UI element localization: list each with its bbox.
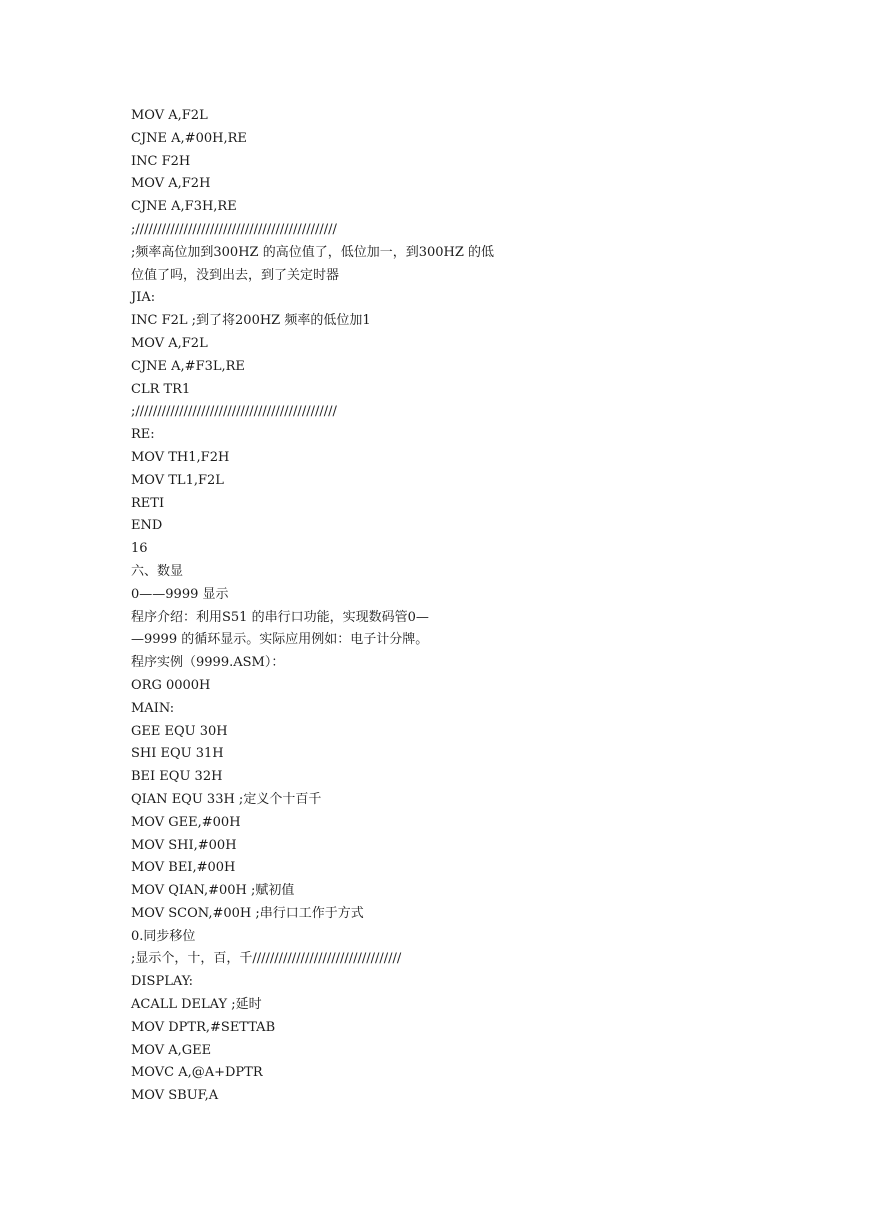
text-line: 位值了吗，没到出去，到了关定时器 (131, 267, 340, 283)
text-line: SHI EQU 31H (131, 746, 224, 762)
text-line: MOV GEE,#00H (131, 814, 241, 830)
text-line: BEI EQU 32H (131, 769, 223, 785)
text-line: 0——9999 显示 (131, 586, 229, 602)
text-line: CJNE A,F3H,RE (131, 199, 237, 215)
text-line: —9999 的循环显示。实际应用例如：电子计分牌。 (131, 632, 429, 648)
text-line: INC F2L ;到了将200HZ 频率的低位加1 (131, 313, 371, 329)
text-line: ORG 0000H (131, 677, 211, 693)
text-line: END (131, 518, 163, 534)
text-line: ;频率高位加到300HZ 的高位值了，低位加一，到300HZ 的低 (131, 244, 495, 260)
text-line: MOV A,GEE (131, 1042, 212, 1058)
text-line: 程序实例（9999.ASM）： (131, 655, 285, 671)
text-line: MOV A,F2L (131, 108, 208, 123)
text-line: QIAN EQU 33H ;定义个十百千 (131, 791, 322, 807)
text-line: MOV DPTR,#SETTAB (131, 1019, 276, 1035)
text-line: CJNE A,#F3L,RE (131, 358, 245, 374)
text-line: RETI (131, 495, 165, 511)
text-line: CLR TR1 (131, 381, 191, 397)
text-line: ;////////////////////////////////////////////// (131, 404, 337, 420)
text-line: ;显示个，十，百，千////////////////////////////////// (131, 951, 402, 967)
text-line: MOV SHI,#00H (131, 837, 237, 853)
text-line: 程序介绍：利用S51 的串行口功能，实现数码管0— (131, 609, 429, 625)
text-line: MOV QIAN,#00H ;赋初值 (131, 883, 295, 899)
text-line: GEE EQU 30H (131, 723, 228, 739)
text-line: 16 (131, 541, 148, 557)
text-line: MOV TL1,F2L (131, 472, 224, 488)
text-line: MAIN: (131, 700, 175, 716)
text-line: DISPLAY: (131, 974, 194, 990)
document-body (131, 105, 771, 1108)
text-line: MOV BEI,#00H (131, 860, 236, 876)
text-line: MOV A,F2H (131, 176, 211, 192)
text-line: CJNE A,#00H,RE (131, 130, 247, 146)
text-line: JIA: (131, 290, 156, 306)
text-line: 六、数显 (131, 563, 184, 579)
text-line: 0.同步移位 (131, 928, 196, 944)
text-line: ACALL DELAY ;延时 (131, 997, 262, 1013)
text-line: MOV TH1,F2H (131, 449, 230, 465)
text-line: ;////////////////////////////////////////////// (131, 221, 337, 237)
text-line: RE: (131, 427, 155, 443)
text-line: MOVC A,@A+DPTR (131, 1065, 263, 1081)
text-line: MOV A,F2L (131, 335, 208, 351)
text-line: INC F2H (131, 153, 191, 169)
text-line: MOV SCON,#00H ;串行口工作于方式 (131, 905, 364, 921)
text-line: MOV SBUF,A (131, 1088, 219, 1104)
